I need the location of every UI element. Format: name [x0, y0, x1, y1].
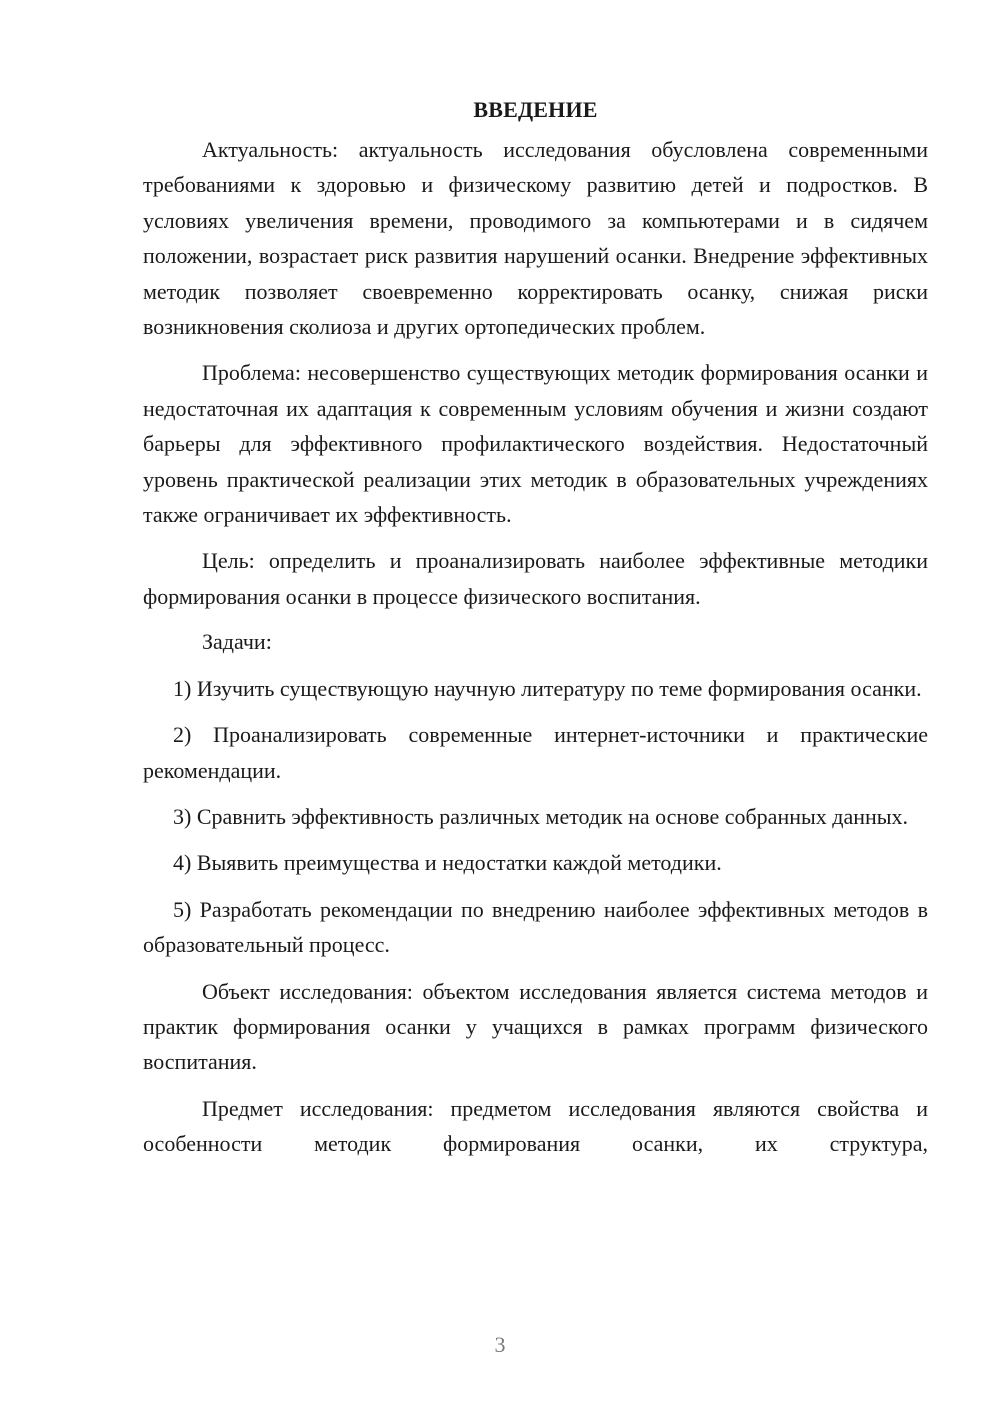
- task-item-5: 5) Разработать рекомендации по внедрению наиболее эффективных методов в образовательный процесс.: [143, 896, 928, 958]
- document-page: [143, 90, 928, 1162]
- task-item-4: 4) Выявить преимущества и недостатки каждой методики.: [173, 850, 722, 876]
- paragraph-subject: Предмет исследования: предметом исследования являются свойства и особенности методик формирования осанки, их структура,: [143, 1095, 928, 1157]
- task-item-1: 1) Изучить существующую научную литературу по теме формирования осанки.: [173, 675, 922, 701]
- task-item-2: 2) Проанализировать современные интернет-источники и практические рекомендации.: [143, 722, 928, 783]
- page-number: 3: [494, 1332, 506, 1357]
- paragraph-goal: Цель: определить и проанализировать наиболее эффективные методики формирования осанки в процессе физического воспитания.: [143, 548, 928, 609]
- section-title: ВВЕДЕНИЕ: [473, 97, 598, 122]
- task-item-3: 3) Сравнить эффективность различных методик на основе собранных данных.: [173, 803, 909, 829]
- paragraph-relevance: Актуальность: актуальность исследования обусловлена современными требованиями к здоровью и физическому развитию детей и подростков. В условиях увеличения времени, проводимого за компьютерами и в сидячем положении, возрастает риск развития нарушений осанки. Внедрение эффективных методик позволяет своевременно корректировать осанку, снижая риски возникновения сколиоза и других ортопедических проблем.: [143, 137, 928, 340]
- paragraph-problem: Проблема: несовершенство существующих методик формирования осанки и недостаточная их адаптация к современным условиям обучения и жизни создают барьеры для эффективного профилактического воздействия. Недостаточный уровень практической реализации этих методик в образовательных учреждениях также ограничивает их эффективность.: [143, 360, 928, 528]
- paragraph-object: Объект исследования: объектом исследования является система методов и практик формирования осанки у учащихся в рамках программ физического воспитания.: [143, 978, 928, 1075]
- tasks-heading: Задачи:: [202, 629, 272, 655]
